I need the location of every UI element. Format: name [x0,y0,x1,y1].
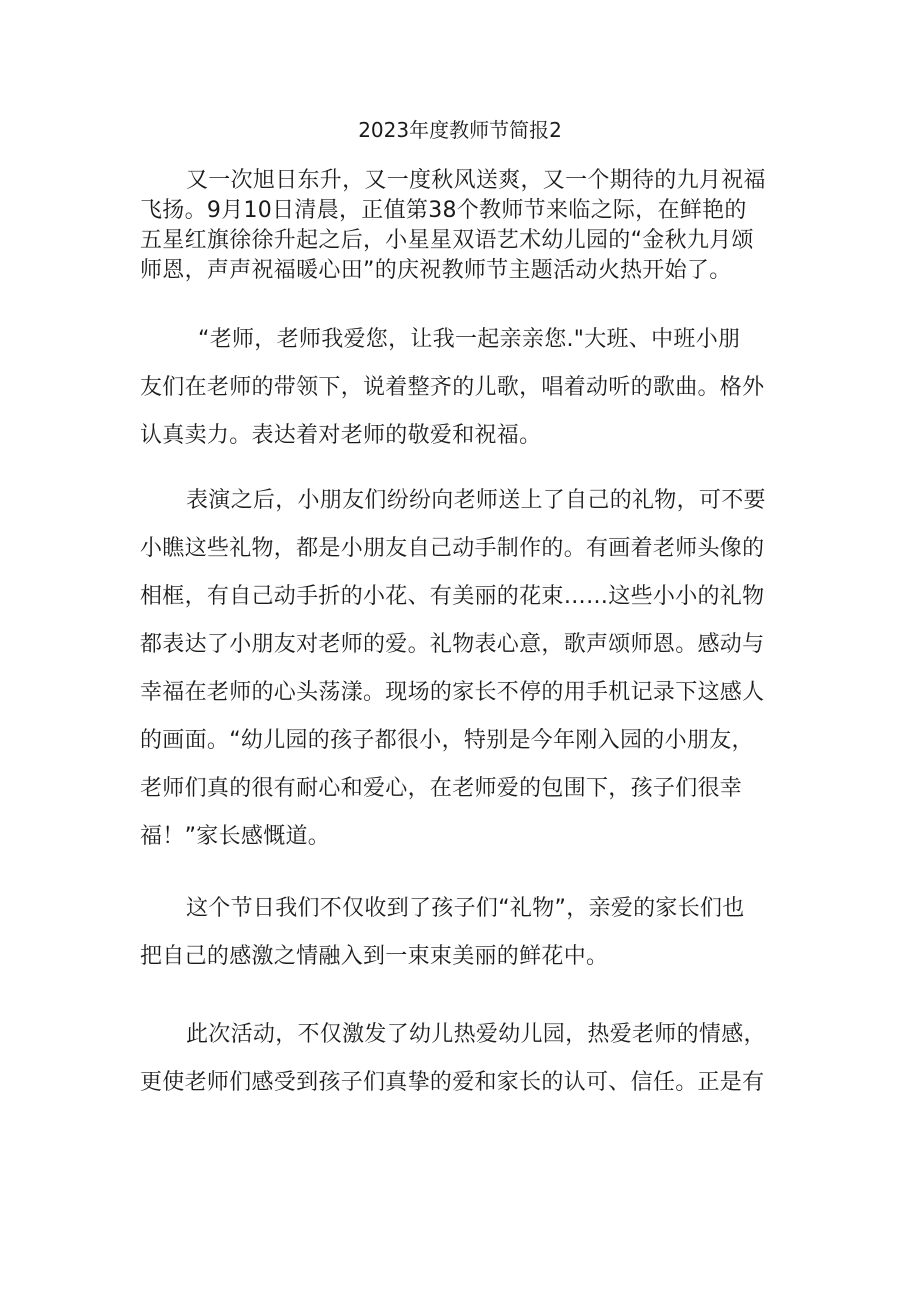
text-line: 把自己的感激之情融入到一束束美丽的鲜花中。 [140,944,609,969]
text-line: 友们在老师的带领下，说着整齐的儿歌，唱着动听的歌曲。格外 [140,375,765,400]
paragraph-3 [140,477,790,861]
text-line: 都表达了小朋友对老师的爱。礼物表心意，歌声颂师恩。感动与 [140,632,765,657]
text-line: 更使老师们感受到孩子们真挚的爱和家长的认可、信任。正是有 [140,1070,765,1095]
text-line: 老师们真的很有耐心和爱心，在老师爱的包围下，孩子们很幸 [140,776,743,801]
document-title: 2023年度教师节简报2 [358,118,562,142]
text-line: 福！”家长感慨道。 [140,824,331,849]
paragraph-4 [140,885,790,981]
text-line: 小瞧这些礼物，都是小朋友自己动手制作的。有画着老师头像的 [140,536,765,561]
text-line: 这个节日我们不仅收到了孩子们“礼物”，亲爱的家长们也 [186,896,745,921]
text-line: 的画面。“幼儿园的孩子都很小，特别是今年刚入园的小朋友， [140,728,754,753]
text-line: 五星红旗徐徐升起之后，小星星双语艺术幼儿园的“金秋九月颂 [140,228,754,253]
text-line: “老师，老师我爱您，让我一起亲亲您."大班、中班小朋 [198,327,741,352]
text-line: 相框，有自己动手折的小花、有美丽的花束……这些小小的礼物 [140,584,765,609]
text-line: 此次活动，不仅激发了幼儿热爱幼儿园，热爱老师的情感， [186,1022,766,1047]
text-line: 认真卖力。表达着对老师的敬爱和祝福。 [140,423,542,448]
text-line: 师恩，声声祝福暖心田”的庆祝教师节主题活动火热开始了。 [140,258,732,283]
paragraph-2 [140,316,790,460]
paragraph-5 [140,1011,790,1107]
text-line: 幸福在老师的心头荡漾。现场的家长不停的用手机记录下这感人 [140,680,765,705]
text-line: 又一次旭日东升，又一度秋风送爽，又一个期待的九月祝福 [186,168,766,193]
text-line: 飞扬。9月10日清晨，正值第38个教师节来临之际，在鲜艳的 [140,198,747,223]
paragraph-1 [140,166,790,286]
text-line: 表演之后，小朋友们纷纷向老师送上了自己的礼物，可不要 [186,488,766,513]
